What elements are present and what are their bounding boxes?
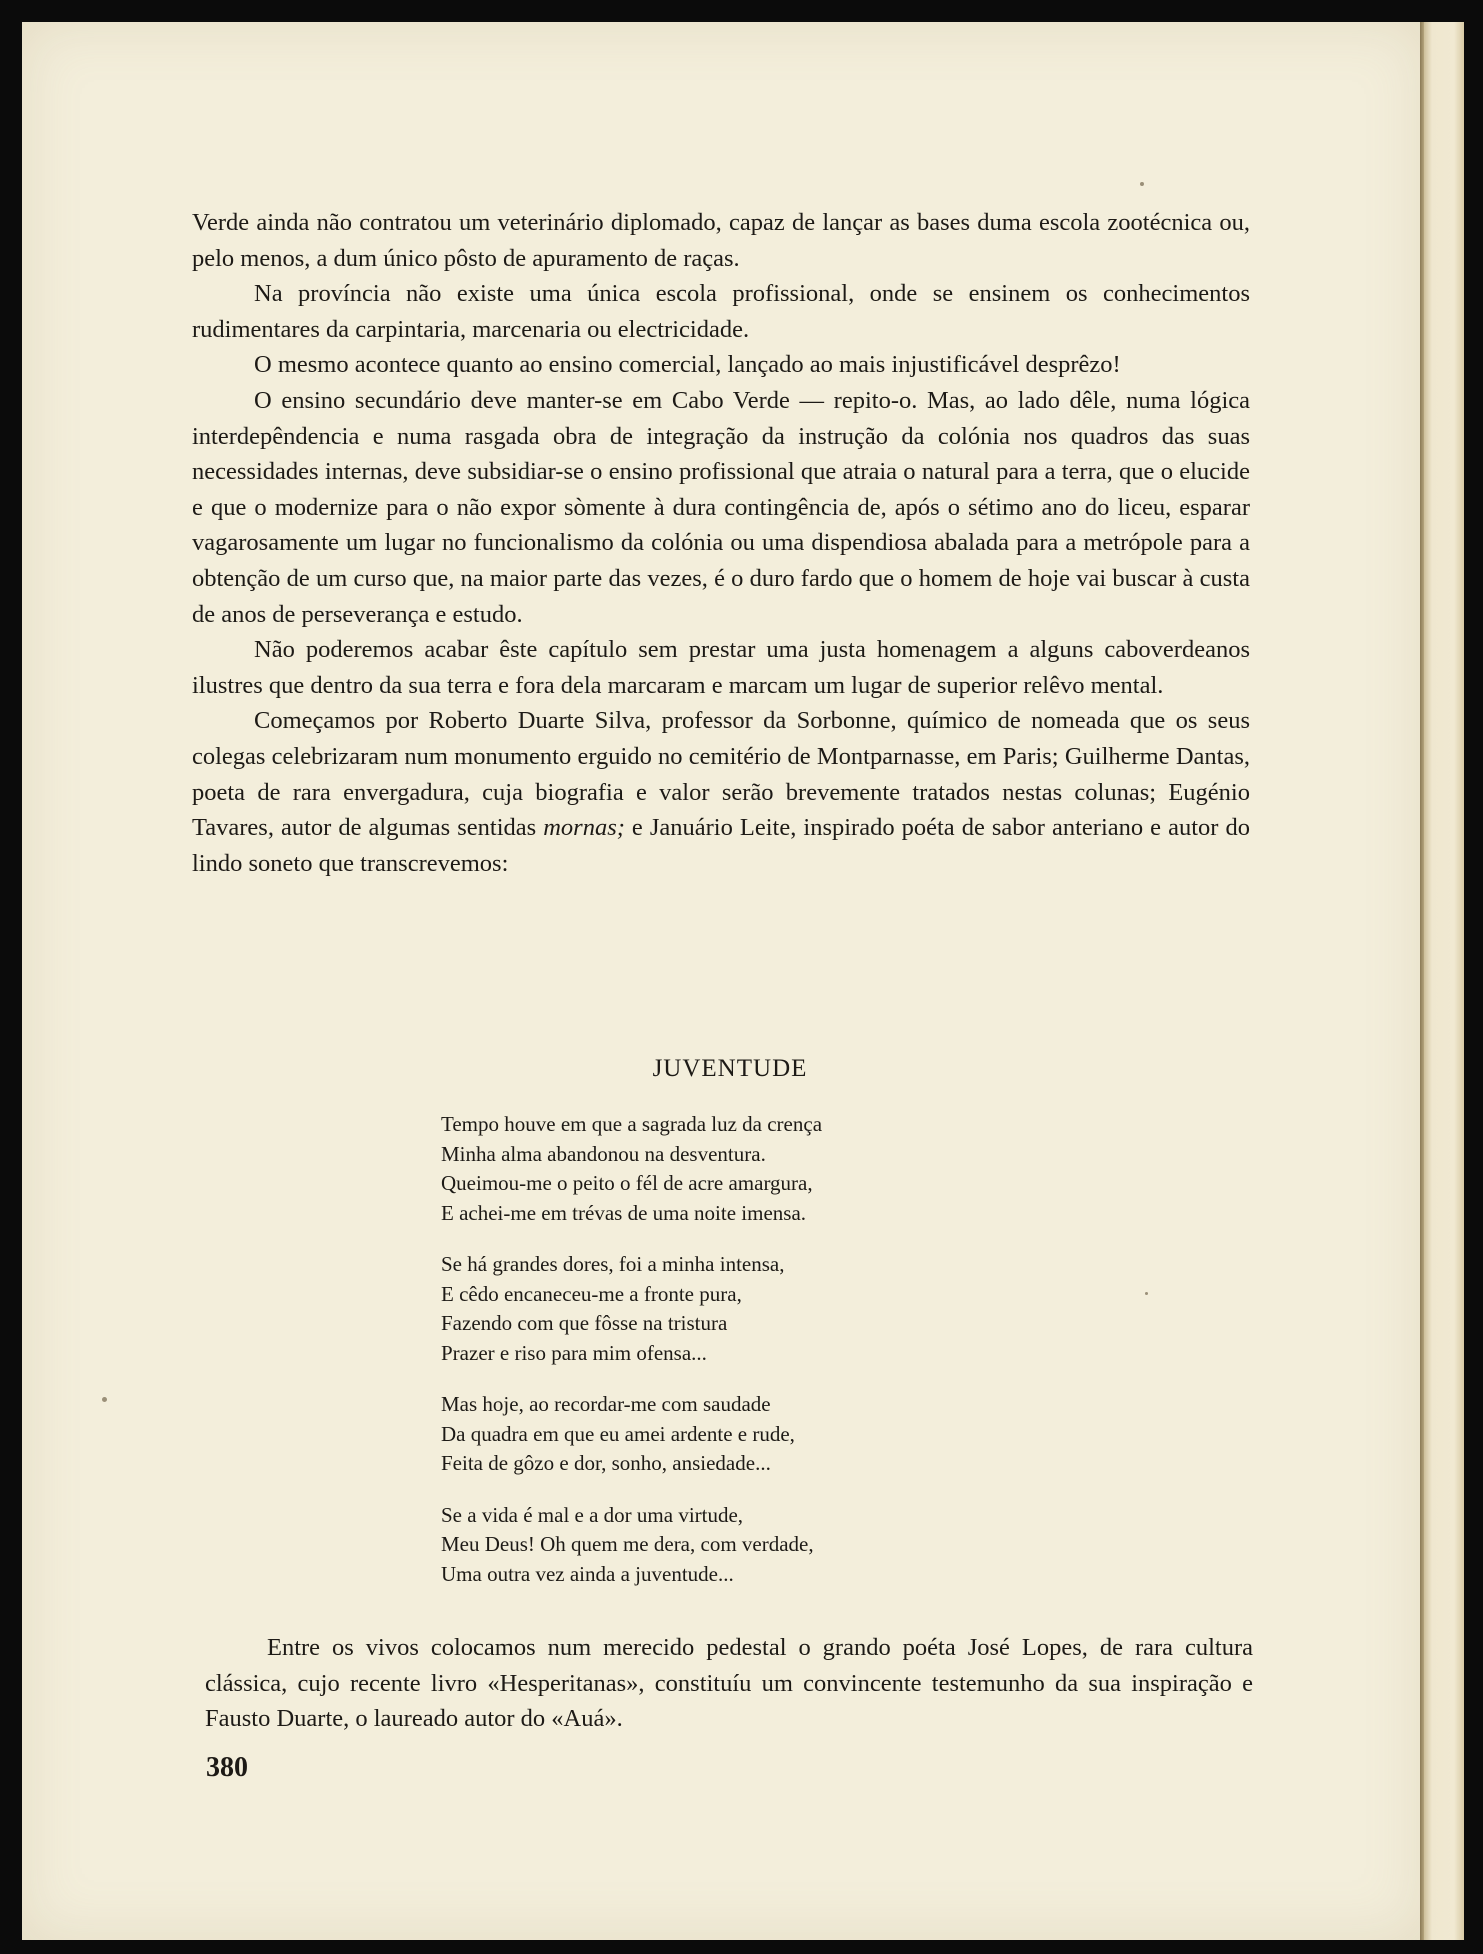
poem-verse: Prazer e riso para mim ofensa... [441,1340,707,1365]
paper-speck [1145,1292,1148,1295]
poem-verse: E cêdo encaneceu-me a fronte pura, [441,1281,742,1306]
poem-verse: Minha alma abandonou na desventura. [441,1141,766,1166]
poem-verse: Se a vida é mal e a dor uma virtude, [441,1502,744,1527]
poem-stanza [441,1110,1001,1228]
paragraph: Não poderemos acabar êste capítulo sem prestar uma justa homenagem a alguns caboverdeanos ilustres que dentro da sua terra e fora dela marcaram e marcam um lugar de superior relêvo mental. [192,636,1250,699]
paragraph-with-italic [192,703,1250,881]
paragraph: Na província não existe uma única escola profissional, onde se ensinem os conhecimentos rudimentares da carpintaria, marcenaria ou electricidade. [192,280,1250,343]
poem-verse: Meu Deus! Oh quem me dera, com verdade, [441,1532,814,1556]
poem-verse: Queimou-me o peito o fél de acre amargura, [441,1171,813,1195]
paper-speck [102,1397,107,1402]
poem-verse: Uma outra vez ainda a juventude... [441,1561,734,1586]
poem-verse: Se há grandes dores, foi a minha intensa, [441,1252,785,1276]
poem-verse: E achei-me em trévas de uma noite imensa. [441,1200,807,1225]
adjacent-page-edge [1424,22,1464,1940]
poem-stanza [441,1390,1001,1479]
poem-verse: Fazendo com que fôsse na tristura [441,1311,728,1335]
poem-stanza [441,1250,1001,1368]
paragraph: Entre os vivos colocamos num merecido pedestal o grando poéta José Lopes, de rara cultura clássica, cujo recente livro «Hesperitanas», constituíu um convincente testemunho da sua inspiração e Fausto Duarte, o laureado autor do «Auá». [205,1634,1253,1733]
poem-verse: Mas hoje, ao recordar-me com saudade [441,1392,771,1416]
paragraph-text: e Januário Leite, inspirado poéta de sabor anteriano e autor do lindo soneto que transcrevemos: [192,814,1250,877]
paragraph-text: Começamos por Roberto Duarte Silva, professor da Sorbonne, químico de nomeada que os seus colegas celebrizaram num monumento erguido no cemitério de Montparnasse, em Paris; Guilherme Dantas, poeta de rara envergadura, cuja biografia e valor serão brevemente tratados nestas colunas; Eugénio Tavares, autor de algumas sentidas [192,707,1250,842]
paragraph: O ensino secundário deve manter-se em Cabo Verde — repito-o. Mas, ao lado dêle, numa lógica interdepêndencia e numa rasgada obra de integração da instrução da colónia nos quadros das suas necessidades internas, deve subsidiar-se o ensino profissional que atraia o natural para a terra, que o elucide e que o modernize para o não expor sòmente à dura contingência de, após o sétimo ano do liceu, esparar vagarosamente um lugar no funcionalismo da colónia ou uma dispendiosa abalada para a metrópole para a obtenção de um curso que, na maior parte das vezes, é o duro fardo que o homem de hoje vai buscar à custa de anos de perseverança e estudo. [192,386,1250,628]
italic-word: mornas; [543,814,625,842]
paragraph: Verde ainda não contratou um veterinário diplomado, capaz de lançar as bases duma escola zootécnica ou, pelo menos, a dum único pôsto de apuramento de raças. [192,209,1250,272]
paragraph: O mesmo acontece quanto ao ensino comercial, lançado ao mais injustificável desprêzo! [254,351,1121,379]
paper-speck [1140,182,1144,186]
poem-stanza [441,1501,1001,1590]
poem [441,1110,1001,1611]
closing-text [205,1630,1253,1737]
poem-verse: Tempo houve em que a sagrada luz da crença [441,1112,823,1136]
poem-title: JUVENTUDE [652,1055,808,1082]
page-number: 380 [206,1752,248,1783]
body-text [192,205,1250,881]
poem-verse: Da quadra em que eu amei ardente e rude, [441,1421,795,1446]
poem-verse: Feita de gôzo e dor, sonho, ansiedade... [441,1451,771,1475]
